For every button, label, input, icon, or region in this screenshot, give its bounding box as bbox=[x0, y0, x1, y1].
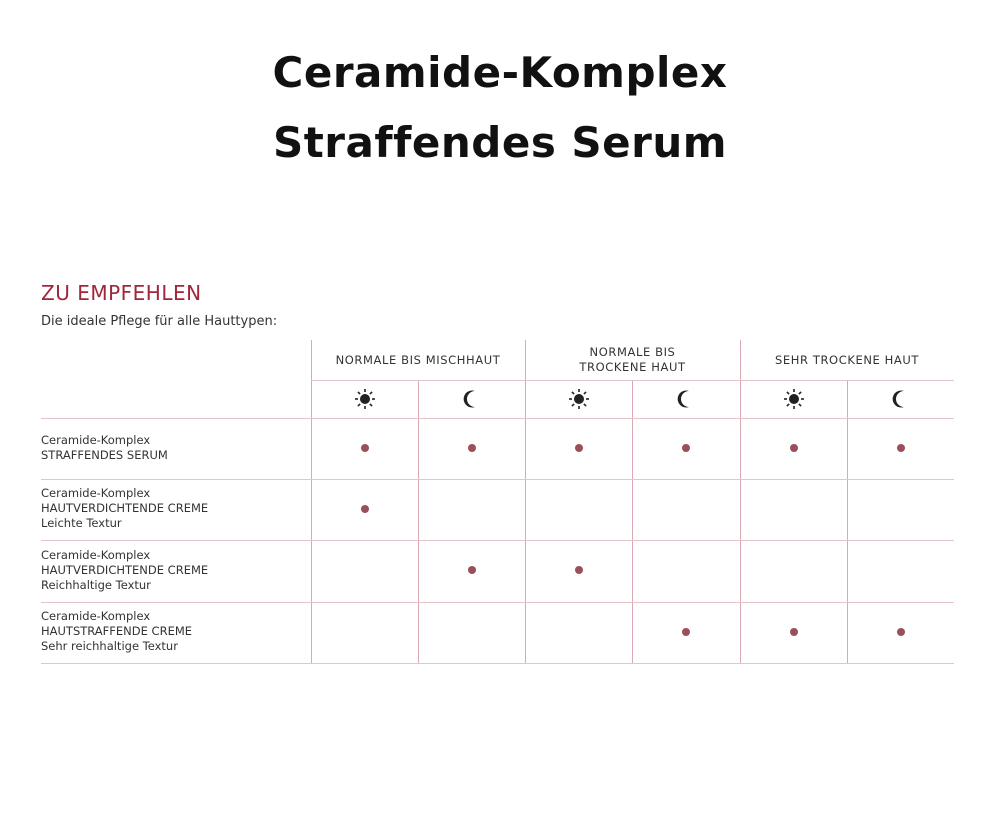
product-label-line2: HAUTSTRAFFENDE CREME bbox=[41, 624, 193, 638]
recommendation-dot bbox=[575, 566, 583, 574]
page-title-line-2: Straffendes Serum bbox=[272, 118, 728, 167]
product-label bbox=[41, 486, 208, 531]
sun-icon bbox=[353, 388, 377, 410]
grid-horizontal-line bbox=[41, 479, 954, 480]
recommendation-dot bbox=[682, 628, 690, 636]
grid-horizontal-line bbox=[41, 602, 954, 603]
grid-vertical-line bbox=[847, 380, 848, 663]
grid-horizontal-line bbox=[41, 540, 954, 541]
skin-type-header: NORMALE BIS MISCHHAUT bbox=[335, 352, 501, 367]
grid-vertical-line bbox=[311, 340, 312, 663]
section-heading: ZU EMPFEHLEN bbox=[41, 281, 202, 305]
recommendation-dot bbox=[361, 505, 369, 513]
product-label-line1: Ceramide-Komplex bbox=[41, 486, 151, 500]
grid-vertical-line bbox=[632, 380, 633, 663]
recommendation-dot bbox=[575, 444, 583, 452]
grid-horizontal-line bbox=[41, 663, 954, 664]
skin-type-header: SEHR TROCKENE HAUT bbox=[774, 352, 920, 367]
grid-horizontal-line bbox=[41, 418, 954, 419]
product-label-line1: Ceramide-Komplex bbox=[41, 432, 151, 447]
grid-vertical-line bbox=[525, 340, 526, 663]
product-label-line2: HAUTVERDICHTENDE CREME bbox=[41, 501, 209, 515]
product-label-line1: Ceramide-Komplex bbox=[41, 547, 151, 562]
moon-icon bbox=[674, 388, 698, 410]
product-label-line2: STRAFFENDES SERUM bbox=[41, 447, 168, 462]
recommendation-dot bbox=[790, 444, 798, 452]
recommendation-dot bbox=[897, 444, 905, 452]
grid-vertical-line bbox=[418, 380, 419, 663]
recommendation-dot bbox=[897, 628, 905, 636]
recommendation-dot bbox=[790, 628, 798, 636]
sun-icon bbox=[782, 388, 806, 410]
page-title-line-1: Ceramide-Komplex bbox=[272, 48, 728, 97]
product-label bbox=[41, 609, 192, 654]
product-label-line2: HAUTVERDICHTENDE CREME bbox=[41, 562, 209, 577]
recommendation-dot bbox=[468, 444, 476, 452]
moon-icon bbox=[460, 388, 484, 410]
product-label-line3: Reichhaltige Textur bbox=[41, 577, 151, 592]
moon-icon bbox=[889, 388, 913, 410]
product-label bbox=[41, 433, 168, 463]
grid-horizontal-line bbox=[311, 380, 954, 381]
product-label-line3: Sehr reichhaltige Textur bbox=[41, 639, 178, 653]
skin-type-header: NORMALE BIS TROCKENE HAUT bbox=[579, 345, 686, 374]
grid-vertical-line bbox=[740, 340, 741, 663]
recommendation-dot bbox=[361, 444, 369, 452]
section-subheading: Die ideale Pflege für alle Hauttypen: bbox=[41, 314, 278, 329]
sun-icon bbox=[567, 388, 591, 410]
recommendation-dot bbox=[682, 444, 690, 452]
recommendation-dot bbox=[468, 566, 476, 574]
product-label bbox=[41, 548, 208, 593]
product-label-line3: Leichte Textur bbox=[41, 516, 122, 530]
product-label-line1: Ceramide-Komplex bbox=[41, 609, 151, 623]
